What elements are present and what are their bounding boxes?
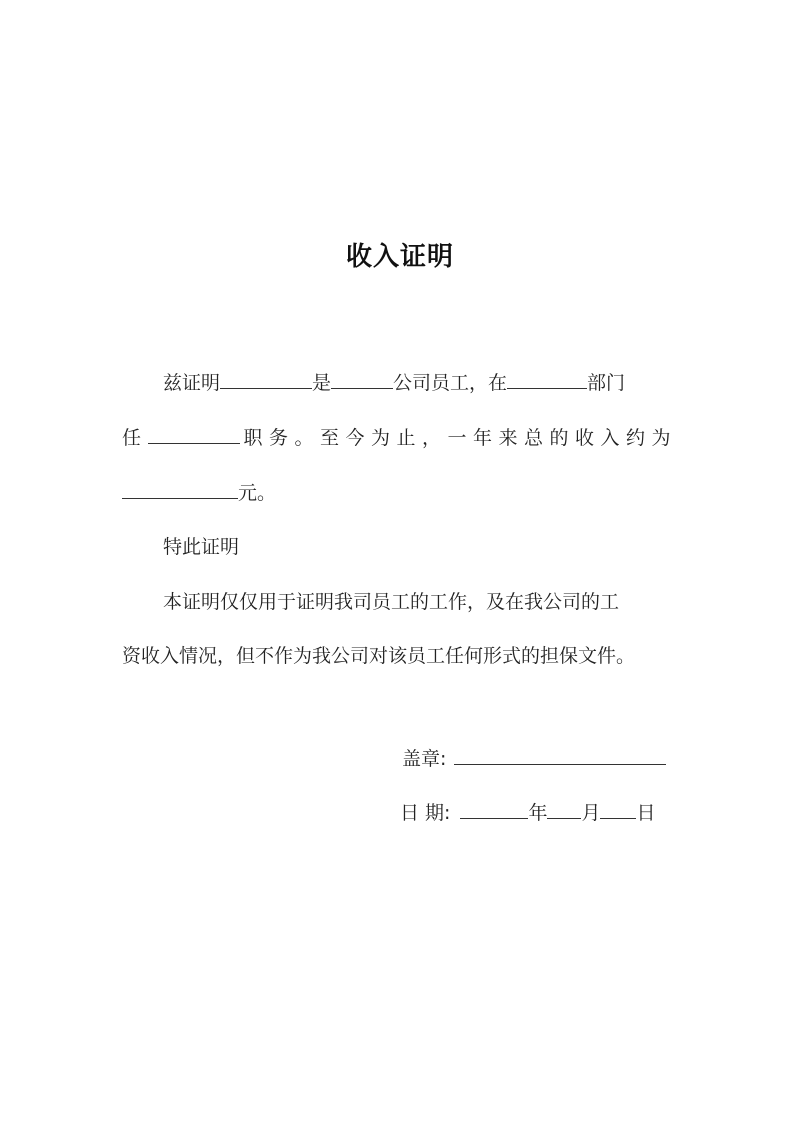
document-title: 收入证明 [345, 242, 454, 272]
paragraph-1-line-2 [122, 423, 677, 453]
blank-company-name[interactable] [331, 368, 393, 389]
text-is: 是 [312, 372, 332, 394]
date-label: 日 期: [400, 802, 451, 824]
text-yuan: 元。 [238, 482, 277, 504]
seal-label: 盖章: [402, 748, 447, 770]
blank-income-amount[interactable] [122, 478, 238, 499]
blank-department[interactable] [507, 368, 587, 389]
seal-line [402, 744, 666, 774]
paragraph-3-line-1: 本证明仅仅用于证明我司员工的工作，及在我公司的工 [163, 591, 620, 613]
text-month: 月 [581, 802, 601, 824]
text-position-income: 职务。至今为止，一年来总的收入约为 [243, 427, 678, 449]
text-day: 日 [636, 802, 656, 824]
blank-year[interactable] [460, 798, 528, 819]
blank-position[interactable] [148, 423, 240, 444]
blank-seal[interactable] [454, 744, 666, 765]
paragraph-1-line-3 [122, 478, 276, 508]
paragraph-hereby: 特此证明 [163, 536, 240, 558]
blank-month[interactable] [547, 798, 581, 819]
paragraph-3-line-2: 资收入情况，但不作为我公司对该员工任何形式的担保文件。 [122, 645, 636, 667]
text-certify: 兹证明 [163, 372, 221, 394]
text-department: 部门 [587, 372, 626, 394]
blank-employee-name[interactable] [220, 368, 312, 389]
text-company-employee: 公司员工，在 [393, 372, 508, 394]
date-line [400, 798, 656, 828]
paragraph-1-line-1 [163, 368, 625, 398]
text-year: 年 [528, 802, 548, 824]
text-hold: 任 [122, 427, 148, 449]
blank-day[interactable] [600, 798, 636, 819]
